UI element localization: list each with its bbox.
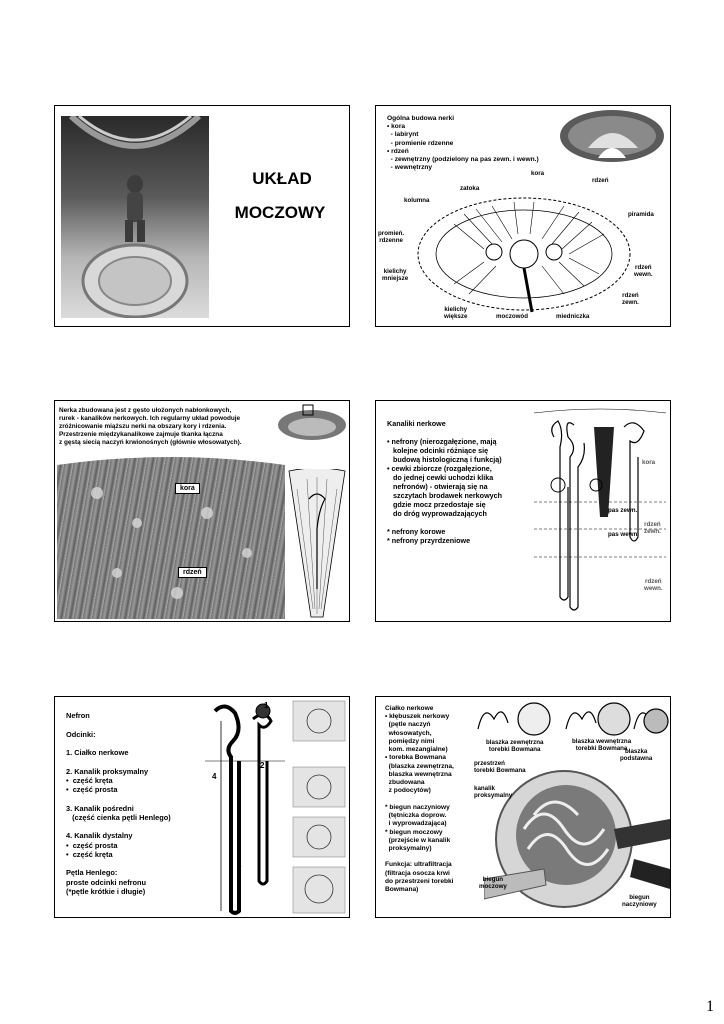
- renal-tubules-text: Kanaliki nerkowe • nefrony (nierozgałęzione, mają kolejne odcinki różniące się budową histologiczną i funkcją) • cewki zbiorcze (rozgałęzione, do jednej cewki uchodzi klika nefronów) - otwierają się na szczytach brodawek nerkowych gdzie mocz przedostaje się do dróg wyprowadzających * nefrony korowe * nefrony przyrdzeniowe: [387, 419, 503, 545]
- nephron-cone-diagram: [287, 469, 347, 619]
- label-kora: kora: [642, 459, 656, 466]
- label-rdzen: rdzeń: [592, 177, 609, 184]
- kidney-section-photo: [558, 108, 666, 163]
- histology-micrograph: [57, 453, 285, 619]
- label-pas-wewn: pas wewn.: [608, 531, 639, 538]
- label-rdzen-wewn: rdzeń wewn.: [644, 578, 663, 593]
- nephron-histology-panels: [291, 699, 347, 915]
- slide-title-line2: MOCZOWY: [234, 203, 326, 222]
- kidney-thumbnail: [277, 403, 347, 441]
- label-biegun-naczyniowy: biegun naczyniowy: [622, 894, 657, 909]
- segment-number-2: 2: [260, 761, 265, 770]
- label-blaszka-wewnetrzna: blaszka wewnętrzna torebki Bowmana: [572, 738, 632, 753]
- label-rdzen-zewn: rdzeń zewn.: [622, 292, 639, 307]
- slide-title-line1: UKŁAD: [252, 169, 312, 188]
- page-number: 1: [706, 998, 714, 1015]
- label-miedniczka: miedniczka: [556, 313, 590, 320]
- glomerulus-stages: [474, 699, 670, 741]
- renal-corpuscle-text: Ciałko nerkowe • kłębuszek nerkowy (pętle naczyń włosowatych, pomiędzy nimi kom. mezangialne) • torebka Bowmana (blaszka zewnętrzna, blaszka wewnętrzna zbudowana z podocytów) * biegun naczyniowy (tętniczka doprow. i wyprowadzająca) * biegun moczowy (przejście w kanalik proksymalny) Funkcja: ultrafiltracja (filtracja osocza krwi do przestrzeni torebki Bowmana): [385, 705, 454, 894]
- label-kanalik-proksymalny: kanalik proksymalny: [474, 785, 513, 800]
- slide-3: [54, 400, 350, 622]
- label-rdzen-zewn: rdzeń zewn.: [644, 521, 661, 536]
- label-blaszka-podstawna: blaszka podstawna: [620, 748, 653, 763]
- segment-number-4: 4: [212, 772, 217, 781]
- fountain-statue-photo: [61, 116, 209, 318]
- label-kielichy-mniejsze: kielichy mniejsze: [382, 268, 409, 283]
- label-pas-zewn: pas zewn.: [608, 507, 638, 514]
- kidney-parenchyma-text: Nerka zbudowana jest z gęsto ułożonych nabłonkowych, rurek - kanalików nerkowych. Ich regularny układ powoduje zróżnicowanie miąższu nerki na obszary kory i rdzenia. Przestrzenie międzykanalikowe zajmuje tkanka łączna z gęstą siecią naczyń krwionośnych (głównie włosowatych).: [59, 407, 242, 446]
- nephron-diagram: [205, 701, 285, 917]
- slide-2: [375, 105, 671, 327]
- slide-1: [54, 105, 350, 327]
- label-promien: promień. rdzenne: [378, 230, 405, 245]
- renal-corpuscle-illustration: [484, 759, 670, 915]
- nephron-segments-text: Nefron Odcinki: 1. Ciałko nerkowe 2. Kanalik proksymalny • część kręta • część prosta 3. Kanalik pośredni (część cienka pętli Henlego) 4. Kanalik dystalny • część prosta • część kręta Pętla Henlego: proste odcinki nefronu (*pętle krótkie i długie): [66, 711, 171, 896]
- segment-number-1: 1: [264, 701, 269, 710]
- slide-6: [375, 696, 671, 918]
- label-piramida: piramida: [628, 211, 654, 218]
- label-biegun-moczowy: biegun moczowy: [479, 876, 507, 891]
- kidney-diagram: [414, 194, 634, 314]
- slide-4: [375, 400, 671, 622]
- label-blaszka-zewnetrzna: blaszka zewnętrzna torebki Bowmana: [486, 739, 544, 754]
- segment-number-3: 3: [237, 861, 242, 870]
- label-kora: kora: [531, 170, 545, 177]
- label-kolumna: kolumna: [404, 197, 430, 204]
- label-kielichy-wieksze: kielichy większe: [444, 306, 468, 321]
- label-zatoka: zatoka: [460, 185, 480, 192]
- label-kora: kora: [175, 483, 200, 494]
- label-moczowod: moczowód: [496, 313, 528, 320]
- label-przestrzen: przestrzeń torebki Bowmana: [474, 760, 526, 775]
- label-rdzen: rdzeń: [178, 567, 207, 578]
- kidney-structure-text: Ogólna budowa nerki • kora - labirynt - promienie rdzenne • rdzeń - zewnętrzny (podzielony na pas zewn. i wewn.) - wewnętrzny: [387, 115, 539, 172]
- slide-5: [54, 696, 350, 918]
- label-rdzen-wewn: rdzeń wewn.: [634, 264, 653, 279]
